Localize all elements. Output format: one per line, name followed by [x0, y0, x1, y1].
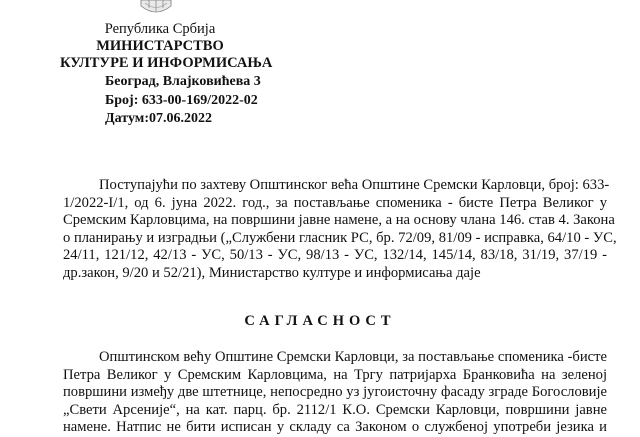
paragraph-line: 24/11, 121/12, 42/13 - УС, 50/13 - УС, 98/13 - УС, 132/14, 145/14, 83/18, 31/19, 37/19 -: [63, 247, 607, 264]
republic-name: Република Србија: [104, 21, 216, 37]
ministry-name-line1: МИНИСТАРСТВО: [96, 38, 224, 54]
document-title: САГЛАСНОСТ: [244, 313, 396, 329]
consent-paragraph: [63, 349, 607, 437]
paragraph-line: Општинском већу Општине Сремски Карловци, за постављање споменика -бисте: [99, 349, 607, 365]
ministry-address: Београд, Влајковићева 3: [105, 74, 261, 89]
intro-paragraph: [63, 177, 617, 283]
paragraph-line: 1/2022-I/1, од 6. јуна 2022. год., за постављање споменика - бисте Петра Великог у: [63, 194, 607, 211]
paragraph-line: намене. Натпис не бити исписан у складу са Законом о службеној употреби језика и: [63, 419, 607, 436]
document-number: Број: 633-00-169/2022-02: [105, 93, 258, 108]
ministry-name-line2: КУЛТУРЕ И ИНФОРМИСАЊА: [60, 55, 273, 71]
paragraph-line: Петра Великог у Сремским Карловцима, на Тргу патријарха Бранковића на зеленој: [63, 366, 607, 383]
paragraph-line: површини између две штетнице, непосредно уз југоисточну фасаду зграде Богословије: [63, 384, 607, 401]
paragraph-line: о планирању и изградњи („Службени гласник РС, бр. 72/09, 81/09 - исправка, 64/10 - УС,: [63, 229, 617, 246]
document-date: Датум:07.06.2022: [105, 111, 212, 126]
coat-of-arms-icon: [135, 0, 177, 16]
letterhead: [60, 21, 273, 72]
paragraph-line: др.закон, 9/20 и 52/21), Министарство културе и информисања даје: [63, 264, 481, 281]
paragraph-line: „Свети Арсеније“, на кат. парц. бр. 2112/1 К.О. Сремски Карловци, површини јавне: [63, 401, 607, 418]
paragraph-line: Сремским Карловцима, на површини јавне намене, а на основу члана 146. став 4. Закона: [63, 212, 615, 229]
paragraph-line: Поступајући по захтеву Општинског већа Општине Сремски Карловци, број: 633-: [99, 177, 610, 193]
